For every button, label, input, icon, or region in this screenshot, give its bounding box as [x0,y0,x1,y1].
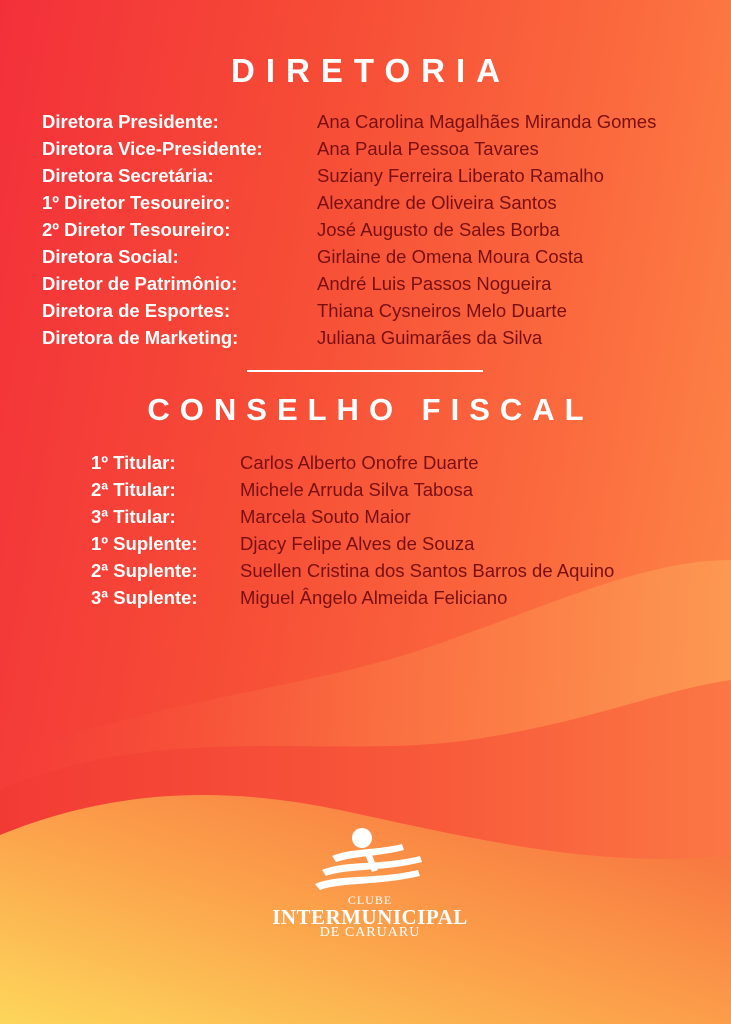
member-name: Suellen Cristina dos Santos Barros de Aquino [240,560,615,581]
role-label: Diretora de Esportes: [42,300,231,321]
role-label: Diretor de Patrimônio: [42,273,238,294]
member-name: Alexandre de Oliveira Santos [317,192,557,213]
role-label: Diretora Secretária: [42,165,214,186]
section-divider [247,370,483,372]
role-label: 3ª Titular: [91,506,176,527]
logo-line-3: DE CARUARU [319,925,421,940]
member-name: Girlaine de Omena Moura Costa [317,246,584,267]
logo-line-1: CLUBE [347,893,393,907]
member-name: Michele Arruda Silva Tabosa [240,479,474,500]
role-label: Diretora Vice-Presidente: [42,138,263,159]
role-label: Diretora de Marketing: [42,327,239,348]
role-label: Diretora Presidente: [42,111,219,132]
role-label: Diretora Social: [42,246,179,267]
member-name: Djacy Felipe Alves de Souza [240,533,475,554]
member-name: André Luis Passos Nogueira [317,273,552,294]
member-name: Carlos Alberto Onofre Duarte [240,452,479,473]
role-label: 3ª Suplente: [91,587,198,608]
member-name: Ana Paula Pessoa Tavares [317,138,539,159]
role-label: 1º Suplente: [91,533,198,554]
member-name: José Augusto de Sales Borba [317,219,560,240]
member-name: Ana Carolina Magalhães Miranda Gomes [317,111,657,132]
member-name: Miguel Ângelo Almeida Feliciano [240,587,508,608]
role-label: 1º Diretor Tesoureiro: [42,192,231,213]
role-label: 2ª Suplente: [91,560,198,581]
role-label: 1º Titular: [91,452,176,473]
swimmer-waves-icon [270,826,470,896]
logo-line-2: INTERMUNICIPAL [272,905,468,929]
role-label: 2º Diretor Tesoureiro: [42,219,231,240]
member-name: Juliana Guimarães da Silva [317,327,543,348]
member-name: Marcela Souto Maior [240,506,411,527]
member-name: Suziany Ferreira Liberato Ramalho [317,165,604,186]
member-name: Thiana Cysneiros Melo Duarte [317,300,567,321]
club-logo [270,826,470,956]
role-label: 2ª Titular: [91,479,176,500]
conselho-fiscal-title: CONSELHO FISCAL [147,392,594,427]
diretoria-title: DIRETORIA [231,52,511,89]
